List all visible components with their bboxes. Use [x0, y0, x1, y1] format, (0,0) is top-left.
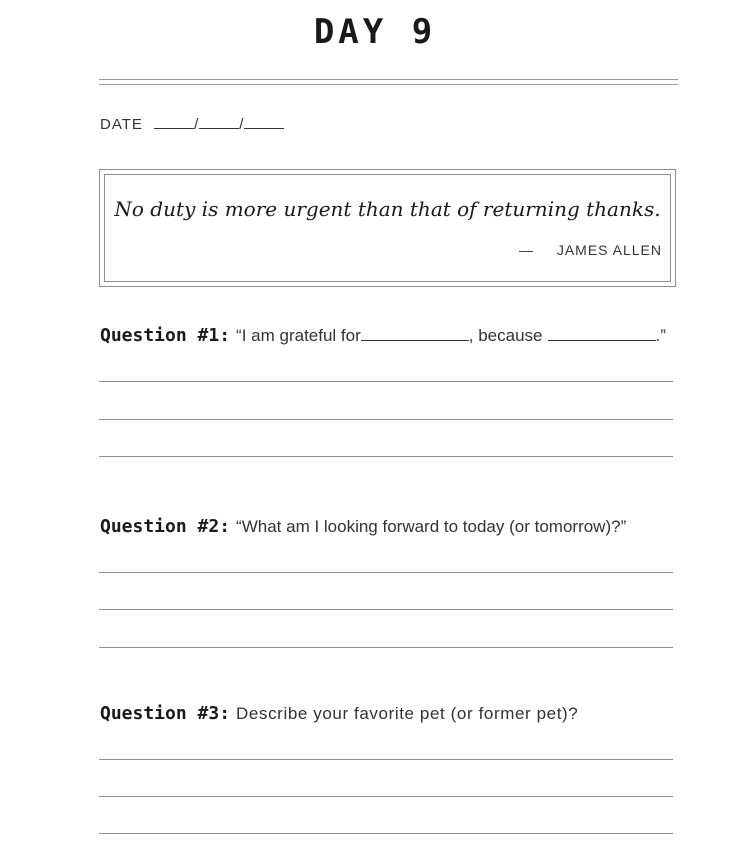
question-1-label: Question #1:: [100, 325, 231, 346]
answer-line[interactable]: [99, 572, 673, 573]
quote-box: [99, 169, 676, 287]
answer-line[interactable]: [99, 647, 673, 648]
date-field[interactable]: [100, 116, 284, 133]
answer-line[interactable]: [99, 456, 673, 457]
title-divider-top: [99, 79, 678, 80]
answer-line[interactable]: [99, 796, 673, 797]
date-label: DATE: [100, 116, 143, 133]
question-1-text-open: “I am grateful for: [236, 326, 361, 345]
question-1-text-close: .”: [655, 326, 666, 345]
question-2-text: “What am I looking forward to today (or tomorrow)?”: [236, 517, 627, 536]
answer-line[interactable]: [99, 759, 673, 760]
quote-text: No duty is more urgent than that of returning thanks.: [114, 197, 661, 221]
date-year-blank[interactable]: [244, 116, 284, 129]
quote-author: JAMES ALLEN: [556, 242, 662, 258]
answer-line[interactable]: [99, 609, 673, 610]
answer-line[interactable]: [99, 381, 673, 382]
quote-attribution: [519, 242, 662, 258]
page-title: DAY 9: [313, 12, 437, 52]
question-3: [100, 703, 578, 724]
date-month-blank[interactable]: [154, 116, 194, 129]
question-1-blank-gratitude[interactable]: [361, 326, 469, 341]
quote-dash: —: [518, 242, 534, 258]
question-2-label: Question #2:: [100, 516, 231, 537]
question-1-text-middle: , because: [468, 326, 543, 345]
question-3-text: Describe your favorite pet (or former pet)?: [236, 704, 579, 723]
question-1-blank-reason[interactable]: [548, 326, 656, 341]
quote-inner-frame: [104, 174, 671, 282]
answer-line[interactable]: [99, 419, 673, 420]
question-2: [100, 516, 626, 537]
question-1: [100, 325, 666, 346]
date-day-blank[interactable]: [199, 116, 239, 129]
title-divider-bottom: [99, 84, 678, 85]
date-separator: /: [194, 116, 200, 133]
question-3-label: Question #3:: [100, 703, 231, 724]
answer-line[interactable]: [99, 833, 673, 834]
date-separator: /: [239, 116, 245, 133]
